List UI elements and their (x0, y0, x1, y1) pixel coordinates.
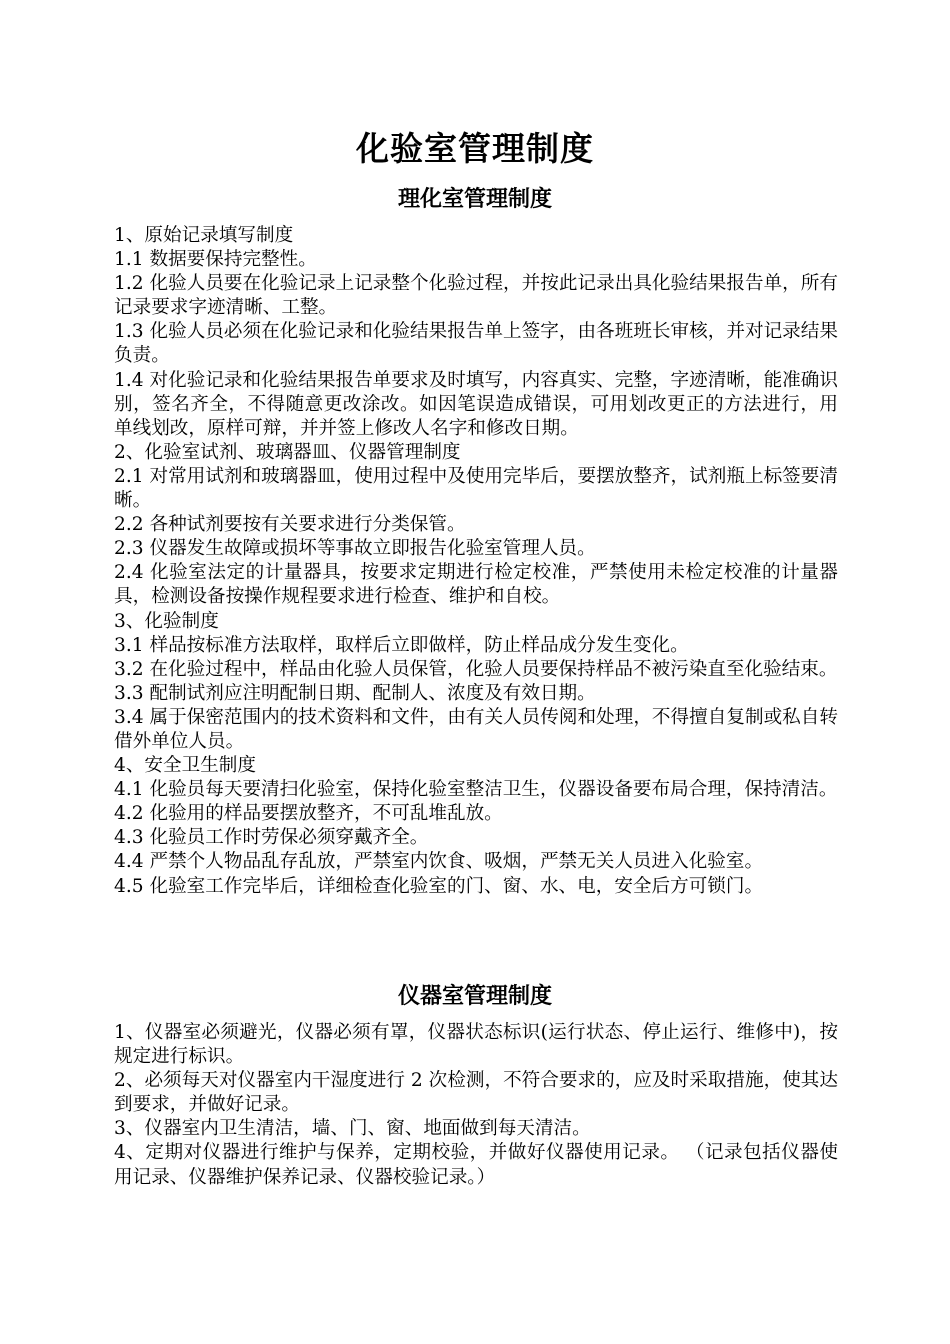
paragraph: 2、化验室试剂、玻璃器皿、仪器管理制度 (114, 441, 461, 463)
paragraph: 2.3 仪器发生故障或损坏等事故立即报告化验室管理人员。 (114, 538, 596, 560)
section-body-instrument-room (114, 1021, 838, 1190)
paragraph: 4.1 化验员每天要清扫化验室，保持化验室整洁卫生，仪器设备要布局合理，保持清洁。 (114, 779, 838, 801)
paragraph: 4、安全卫生制度 (114, 755, 256, 777)
paragraph: 1、仪器室必须避光，仪器必须有罩，仪器状态标识(运行状态、停止运行、维修中)，按规定进行标识。 (114, 1022, 838, 1068)
paragraph: 3、化验制度 (114, 610, 219, 632)
paragraph: 4、定期对仪器进行维护与保养，定期校验，并做好仪器使用记录。 （记录包括仪器使用记录、仪器维护保养记录、仪器校验记录。） (114, 1142, 838, 1188)
paragraph: 2.1 对常用试剂和玻璃器皿，使用过程中及使用完毕后，要摆放整齐，试剂瓶上标签要清晰。 (114, 465, 838, 512)
paragraph: 1.3 化验人员必须在化验记录和化验结果报告单上签字，由各班班长审核，并对记录结果负责。 (114, 321, 838, 367)
paragraph: 3.1 样品按标准方法取样，取样后立即做样，防止样品成分发生变化。 (114, 634, 689, 656)
paragraph: 4.5 化验室工作完毕后，详细检查化验室的门、窗、水、电，安全后方可锁门。 (114, 875, 764, 897)
paragraph: 4.3 化验员工作时劳保必须穿戴齐全。 (114, 827, 429, 849)
paragraph: 4.2 化验用的样品要摆放整齐，不可乱堆乱放。 (114, 803, 503, 825)
paragraph: 2.2 各种试剂要按有关要求进行分类保管。 (114, 514, 466, 536)
section-heading-chemistry-room: 理化室管理制度 (397, 186, 552, 212)
paragraph: 1.4 对化验记录和化验结果报告单要求及时填写，内容真实、完整，字迹清晰，能准确识别，签名齐全，不得随意更改涂改。如因笔误造成错误，可用划改更正的方法进行，用单线划改，原样可辩，并并签上修改人名字和修改日期。 (114, 369, 838, 439)
paragraph: 3.3 配制试剂应注明配制日期、配制人、浓度及有效日期。 (114, 682, 596, 704)
section-body-chemistry-room (114, 224, 838, 899)
paragraph: 1、原始记录填写制度 (114, 225, 294, 246)
paragraph: 3.2 在化验过程中，样品由化验人员保管，化验人员要保持样品不被污染直至化验结束。 (114, 658, 838, 680)
paragraph: 2、必须每天对仪器室内干湿度进行 2 次检测，不符合要求的，应及时采取措施，使其达到要求，并做好记录。 (114, 1070, 838, 1116)
paragraph: 4.4 严禁个人物品乱存乱放，严禁室内饮食、吸烟，严禁无关人员进入化验室。 (114, 851, 764, 873)
paragraph: 3、仪器室内卫生清洁，墙、门、窗、地面做到每天清洁。 (114, 1118, 591, 1140)
document-title: 化验室管理制度 (356, 129, 594, 168)
paragraph: 2.4 化验室法定的计量器具，按要求定期进行检定校准，严禁使用未检定校准的计量器具，检测设备按操作规程要求进行检查、维护和自校。 (114, 562, 838, 608)
paragraph: 1.1 数据要保持完整性。 (114, 249, 317, 271)
paragraph: 3.4 属于保密范围内的技术资料和文件，由有关人员传阅和处理，不得擅自复制或私自转借外单位人员。 (114, 706, 838, 752)
section-heading-instrument-room: 仪器室管理制度 (397, 983, 552, 1009)
paragraph: 1.2 化验人员要在化验记录上记录整个化验过程，并按此记录出具化验结果报告单，所有记录要求字迹清晰、工整。 (114, 273, 838, 319)
